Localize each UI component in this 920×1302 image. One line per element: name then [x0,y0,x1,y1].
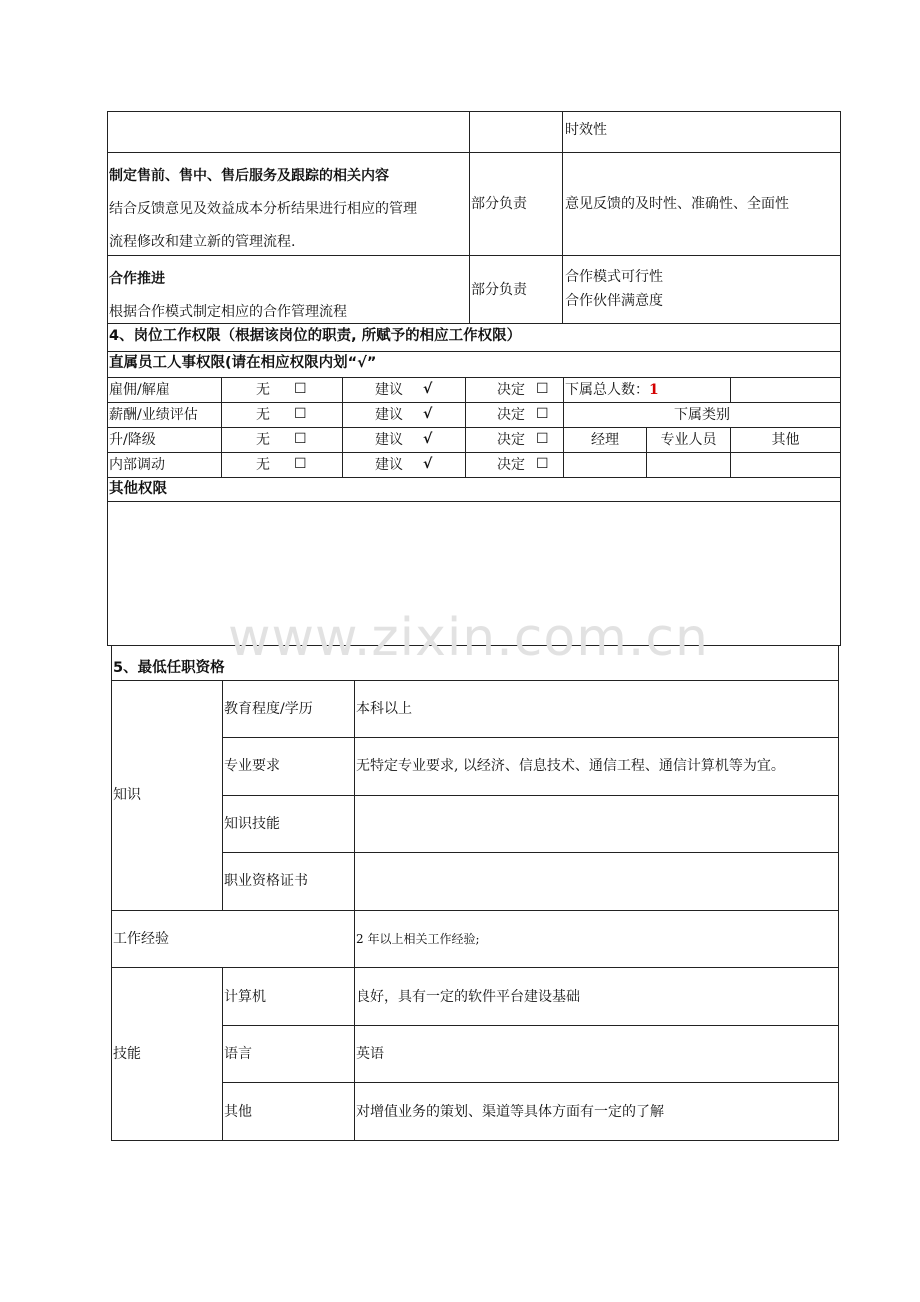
responsibility-level: 部分负责 [471,196,527,212]
performance-criteria: 意见反馈的及时性、准确性、全面性 [565,196,789,212]
other-skill-value: 对增值业务的策划、渠道等具体方面有一定的了解 [356,1104,664,1120]
option-none: 无 [256,457,270,473]
table-border [222,1025,838,1026]
criteria-timeliness: 时效性 [565,122,607,138]
table-border [222,680,223,910]
checkbox-empty-icon[interactable]: ☐ [294,456,307,472]
subordinate-type-other: 其他 [771,432,800,448]
table-border [222,852,838,853]
table-border [107,501,840,502]
major-value: 无特定专业要求, 以经济、信息技术、通信工程、通信计算机等为宜。 [356,758,785,774]
checkbox-empty-icon[interactable]: ☐ [294,381,307,397]
computer-skill-label: 计算机 [224,989,266,1005]
experience-value: 2 年以上相关工作经验; [356,932,480,946]
table-border [222,737,838,738]
experience-label: 工作经验 [113,931,169,947]
table-border [107,111,108,646]
language-label: 语言 [224,1046,252,1062]
authority-item: 雇佣/解雇 [109,382,170,398]
subordinate-type-label: 下属类别 [674,407,730,423]
option-decide: 决定 [497,382,525,398]
skills-label: 技能 [113,1046,141,1062]
table-border [222,967,223,1140]
duty-description: 根据合作模式制定相应的合作管理流程 [109,304,347,320]
table-border [111,1140,838,1141]
checkbox-empty-icon[interactable]: ☐ [536,431,549,447]
duty-title: 合作推进 [109,271,165,287]
table-border [838,645,839,1141]
table-border [222,1082,838,1083]
checkmark-icon[interactable]: √ [423,381,433,397]
hr-authority-title: 直属员工人事权限(请在相应权限内划“√” [109,355,377,371]
checkbox-empty-icon[interactable]: ☐ [536,406,549,422]
other-skill-label: 其他 [224,1104,252,1120]
other-authority-title: 其他权限 [109,481,167,497]
major-label: 专业要求 [224,758,280,774]
table-border [342,377,343,477]
table-border [563,377,564,477]
duty-description: 流程修改和建立新的管理流程. [109,234,296,250]
subordinate-type-manager: 经理 [591,432,619,448]
table-border [840,111,841,646]
duty-description: 结合反馈意见及效益成本分析结果进行相应的管理 [109,201,417,217]
table-border [107,351,840,352]
table-border [107,111,840,112]
responsibility-level: 部分负责 [471,282,527,298]
table-border [222,795,838,796]
table-border [221,377,222,477]
education-value: 本科以上 [356,701,412,717]
option-suggest: 建议 [375,382,403,398]
table-border [111,645,112,1141]
certificate-label: 职业资格证书 [224,873,308,889]
authority-item: 薪酬/业绩评估 [109,407,198,423]
knowledge-skills-label: 知识技能 [224,816,280,832]
watermark: www.zixin.com.cn [228,608,709,668]
table-border [111,680,838,681]
table-border [564,427,840,428]
authority-section-title: 4、岗位工作权限（根据该岗位的职责, 所赋予的相应工作权限） [109,328,522,344]
table-border [107,402,840,403]
authority-item: 内部调动 [109,457,165,473]
language-value: 英语 [356,1046,384,1062]
option-suggest: 建议 [375,457,403,473]
table-border [107,427,564,428]
table-border [111,967,838,968]
table-border [107,255,840,256]
table-border [562,111,563,323]
table-border [730,377,731,402]
subordinate-count-label [565,382,659,399]
table-border [111,910,838,911]
table-border [107,323,840,324]
performance-criteria: 合作伙伴满意度 [565,293,663,309]
option-none: 无 [256,432,270,448]
table-border [107,477,840,478]
computer-skill-value: 良好，具有一定的软件平台建设基础 [356,989,580,1005]
option-decide: 决定 [497,407,525,423]
duty-title: 制定售前、售中、售后服务及跟踪的相关内容 [109,168,389,184]
knowledge-label: 知识 [113,787,141,803]
option-suggest: 建议 [375,432,403,448]
checkbox-empty-icon[interactable]: ☐ [294,431,307,447]
option-suggest: 建议 [375,407,403,423]
performance-criteria: 合作模式可行性 [565,269,663,285]
qualifications-section-title: 5、最低任职资格 [113,660,225,676]
option-none: 无 [256,382,270,398]
table-border [469,111,470,323]
subordinate-count-text: 下属总人数： [565,382,649,398]
checkmark-icon[interactable]: √ [423,456,433,472]
subordinate-count-value: 1 [649,382,659,398]
education-label: 教育程度/学历 [224,701,313,717]
table-border [107,152,840,153]
checkmark-icon[interactable]: √ [423,431,433,447]
option-decide: 决定 [497,457,525,473]
option-decide: 决定 [497,432,525,448]
checkbox-empty-icon[interactable]: ☐ [294,406,307,422]
checkbox-empty-icon[interactable]: ☐ [536,456,549,472]
table-border [465,377,466,477]
authority-item: 升/降级 [109,432,156,448]
table-border [354,680,355,1140]
checkmark-icon[interactable]: √ [423,406,433,422]
option-none: 无 [256,407,270,423]
subordinate-type-professional: 专业人员 [660,432,717,448]
checkbox-empty-icon[interactable]: ☐ [536,381,549,397]
